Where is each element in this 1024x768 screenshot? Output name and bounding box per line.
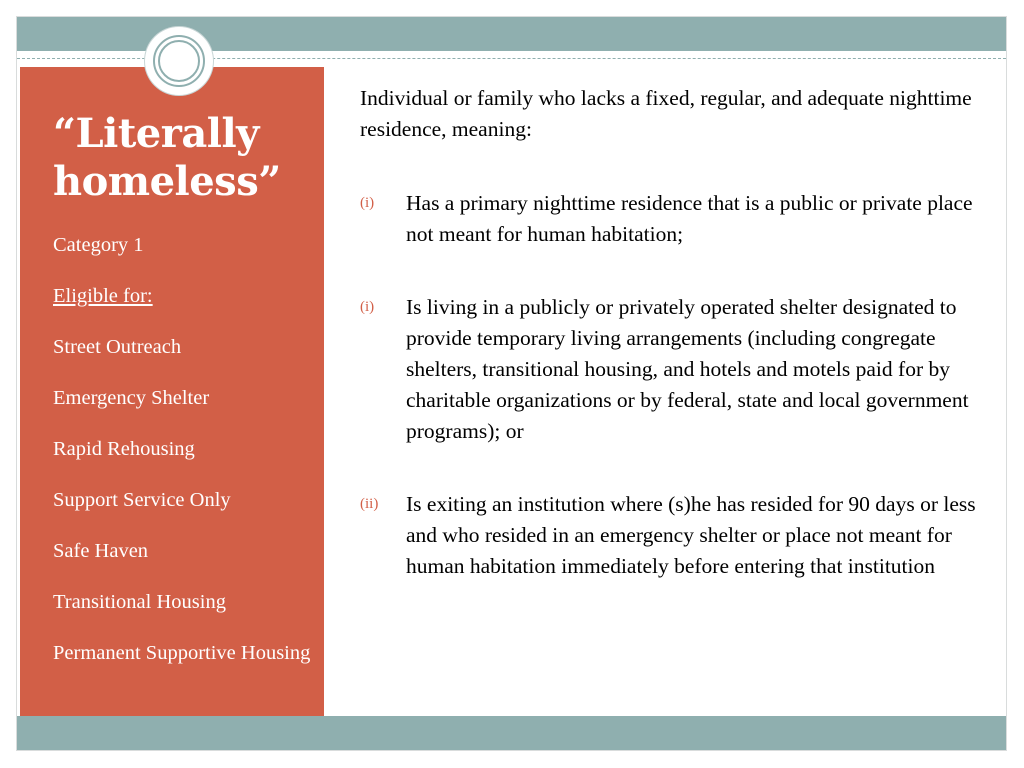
definition-intro: Individual or family who lacks a fixed, regular, and adequate nighttime residence, meaning: (360, 86, 972, 141)
category-label: Category 1 (53, 234, 144, 256)
definition-item (360, 489, 980, 582)
program-item: Permanent Supportive Housing (53, 642, 311, 664)
item-marker: (ii) (360, 496, 379, 512)
sidebar-list (53, 230, 319, 700)
circle-ornament-icon (145, 27, 213, 95)
item-text: Is exiting an institution where (s)he has resided for 90 days or less and who resided in an emergency shelter or place not meant for human habitation immediately before entering that institution (406, 492, 976, 578)
program-item: Safe Haven (53, 540, 149, 562)
ornament-inner-ring (158, 40, 200, 82)
item-marker: (i) (360, 195, 375, 211)
program-item: Rapid Rehousing (53, 438, 195, 460)
slide-title: “Literally homeless” (53, 110, 281, 205)
program-item: Support Service Only (53, 489, 231, 511)
program-item: Transitional Housing (53, 591, 226, 613)
definition-item (360, 292, 980, 447)
eligible-for-label: Eligible for: (53, 285, 153, 307)
definition-content (360, 83, 980, 624)
program-item: Street Outreach (53, 336, 182, 358)
definition-item (360, 188, 980, 250)
bottom-band (17, 716, 1006, 750)
item-marker: (i) (360, 299, 375, 315)
program-item: Emergency Shelter (53, 387, 210, 409)
item-text: Has a primary nighttime residence that is a public or private place not meant for human habitation; (406, 191, 973, 246)
item-text: Is living in a publicly or privately operated shelter designated to provide temporary living arrangements (including congregate shelters, transitional housing, and hotels and motels paid for by charitable organizations or by federal, state and local government programs); or (406, 295, 969, 443)
